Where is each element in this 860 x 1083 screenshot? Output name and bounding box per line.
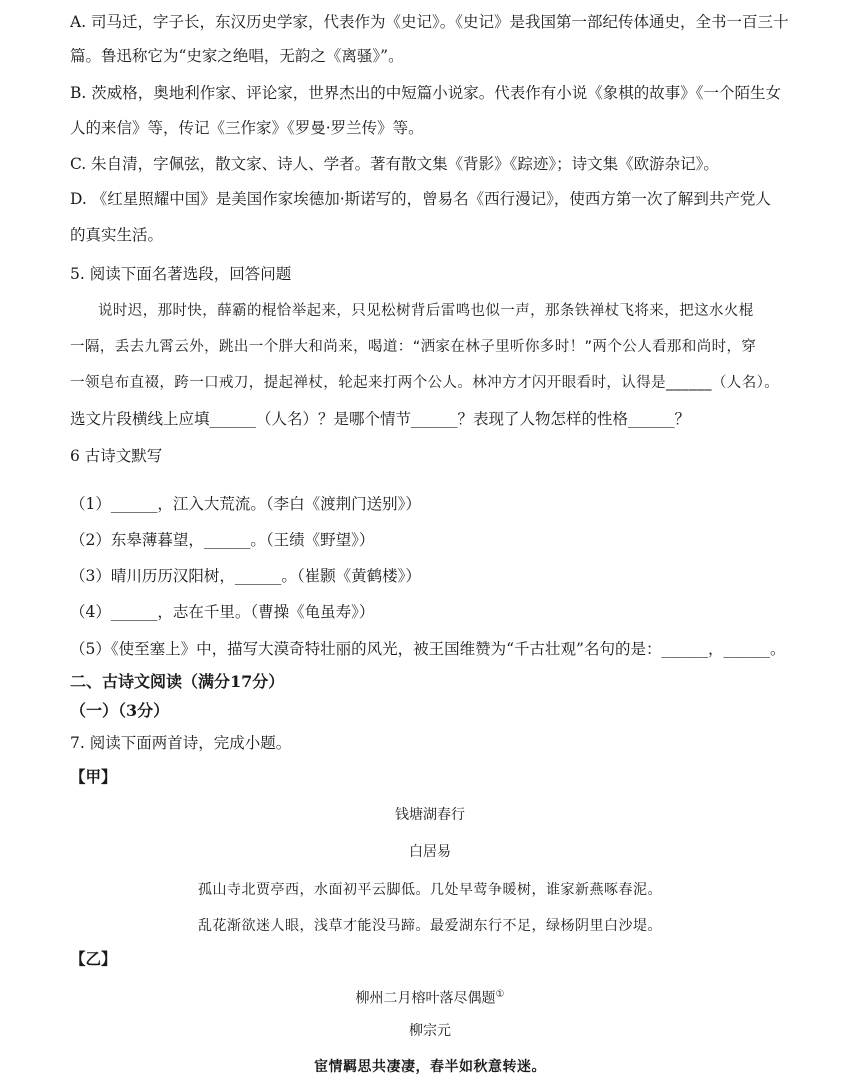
section-2-subheading: （一）（3分） [70, 701, 170, 720]
q6-item-5: （5）《使至塞上》中，描写大漠奇特壮丽的风光，被王国维赞为“千古壮观”名句的是：______，______。 [70, 640, 786, 658]
option-c-line1: C. 朱自清，字佩弦，散文家、诗人、学者。著有散文集《背影》《踪迹》；诗文集《欧游杂记》。 [70, 155, 719, 173]
poem-b-title-text: 柳州二月榕叶落尽偶题 [355, 990, 496, 1007]
poem-b-footnote-mark: ① [495, 989, 505, 1000]
poem-a-line1: 孤山寺北贾亭西，水面初平云脚低。几处早莺争暖树，谁家新燕啄春泥。 [198, 882, 662, 898]
q6-item-3: （3）晴川历历汉阳树，______。（崔颢《黄鹤楼》） [70, 567, 421, 585]
section-2-heading: 二、古诗文阅读（满分17分） [70, 672, 285, 691]
q5-excerpt-line1: 说时迟，那时快，薛霸的棍恰举起来，只见松树背后雷鸣也似一声，那条铁禅杖飞将来，把这水火棍 [98, 303, 754, 319]
option-a-line1: A. 司马迁，字子长，东汉历史学家，代表作为《史记》。《史记》是我国第一部纪传体通史，全书一百三十 [70, 13, 789, 31]
q6-title: 6 古诗文默写 [70, 447, 163, 465]
poem-a-title: 钱塘湖春行 [395, 807, 465, 823]
q5-excerpt-line3: 一领皂布直裰，跨一口戒刀，提起禅杖，轮起来打两个公人。林冲方才闪开眼看时，认得是______（人名）。 [70, 375, 780, 391]
poem-a-line2: 乱花渐欲迷人眼，浅草才能没马蹄。最爱湖东行不足，绿杨阴里白沙堤。 [198, 918, 662, 934]
option-b-line1: B. 茨威格，奥地利作家、评论家，世界杰出的中短篇小说家。代表作有小说《象棋的故事》《一个陌生女 [70, 84, 781, 102]
poem-a-author: 白居易 [409, 844, 451, 860]
option-a-line2: 篇。鲁迅称它为“史家之绝唱，无韵之《离骚》”。 [70, 47, 404, 65]
option-d-line1: D. 《红星照耀中国》是美国作家埃德加·斯诺写的，曾易名《西行漫记》，使西方第一次了解到共产党人 [70, 190, 771, 208]
q5-question: 选文片段横线上应填______（人名）？是哪个情节______？表现了人物怎样的性格______？ [70, 410, 691, 428]
poem-a-mark: 【甲】 [70, 767, 117, 786]
q5-title: 5. 阅读下面名著选段，回答问题 [70, 265, 292, 283]
q6-item-4: （4）______，志在千里。（曹操《龟虽寿》） [70, 603, 375, 621]
poem-b-line1: 宦情羁思共凄凄，春半如秋意转迷。 [314, 1059, 546, 1075]
poem-b-mark: 【乙】 [70, 949, 117, 968]
option-b-line2: 人的来信》等，传记《三作家》《罗曼·罗兰传》等。 [70, 119, 424, 137]
option-d-line2: 的真实生活。 [70, 226, 164, 244]
poem-b-author: 柳宗元 [409, 1023, 451, 1039]
poem-b-title [0, 984, 860, 1010]
q7-title: 7. 阅读下面两首诗，完成小题。 [70, 734, 292, 752]
q5-excerpt-line2: 一隔，丢去九霄云外，跳出一个胖大和尚来，喝道：“洒家在林子里听你多时！”两个公人看那和尚时，穿 [70, 339, 757, 355]
q6-item-2: （2）东皋薄暮望，______。（王绩《野望》） [70, 531, 375, 549]
q6-item-1: （1）______，江入大荒流。（李白《渡荆门送别》） [70, 495, 421, 513]
